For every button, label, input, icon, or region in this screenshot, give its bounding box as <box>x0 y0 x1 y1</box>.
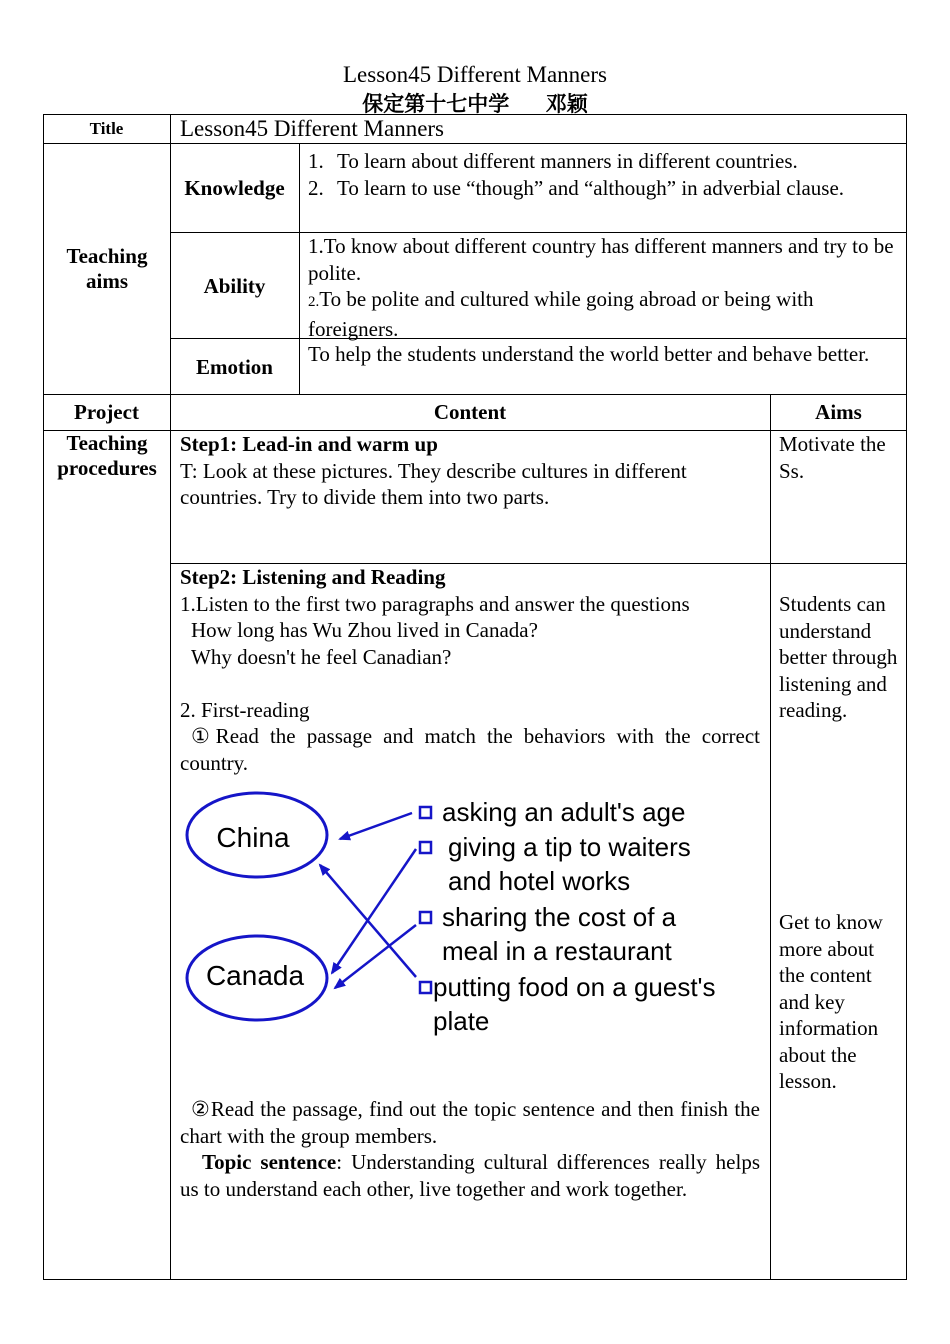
first-reading-heading: 2. First-reading <box>180 697 310 722</box>
content-header: Content <box>433 400 507 424</box>
knowledge-label: Knowledge <box>184 176 285 200</box>
document-subtitle: 保定第十七中学 邓颖 <box>362 92 588 116</box>
ability-label: Ability <box>203 274 266 298</box>
ability-item-2 <box>308 286 900 342</box>
ability-item-1: 1.To know about different country has different manners and try to be polite. <box>308 234 894 285</box>
knowledge-item-1-text: To learn about different manners in different countries. <box>337 149 798 173</box>
matching-arrows <box>320 813 416 988</box>
knowledge-item-2-text: To learn to use “though” and “although” in adverbial clause. <box>337 176 845 200</box>
aims-header: Aims <box>815 400 862 424</box>
knowledge-item-2-num: 2. <box>308 176 324 200</box>
step2-content-top <box>180 564 760 776</box>
step1-heading: Step1: Lead-in and warm up <box>180 432 438 456</box>
emotion-text: To help the students understand the world better and behave better. <box>308 342 870 366</box>
topic-sentence-label: Topic sentence <box>202 1150 337 1174</box>
knowledge-item-1-num: 1. <box>308 149 324 173</box>
question-2: Why doesn't he feel Canadian? <box>191 644 452 669</box>
arrow-age-to-china <box>340 813 412 839</box>
step2-content-bottom <box>180 1096 760 1202</box>
read-instruction-1: ①Read the passage and match the behaviors with the correct country. <box>180 724 760 775</box>
ability-item-2-num: 2. <box>308 294 320 310</box>
teaching-procedures-label: Teaching procedures <box>57 431 157 480</box>
title-value: Lesson45 Different Manners <box>180 116 445 141</box>
topic-sentence <box>180 1149 760 1202</box>
arrow-cost-to-canada <box>335 925 416 988</box>
behavior-1-label: asking an adult's age <box>442 797 686 827</box>
matching-diagram <box>180 785 760 1050</box>
listen-instruction: 1.Listen to the first two paragraphs and answer the questions <box>180 591 690 616</box>
step1-content <box>180 431 760 511</box>
behavior-4-label-cont: plate <box>433 1006 490 1036</box>
knowledge-item-2 <box>308 175 878 202</box>
knowledge-item-1 <box>308 148 900 175</box>
step2-heading: Step2: Listening and Reading <box>180 565 446 589</box>
step2-aim-1: Students can understand better through listening and reading. <box>779 592 898 722</box>
ability-text <box>308 233 900 342</box>
behavior-labels <box>433 797 716 1036</box>
step2-aim-2: Get to know more about the content and key information about the lesson. <box>779 910 883 1093</box>
arrow-food-to-china <box>320 865 416 977</box>
step1-text: T: Look at these pictures. They describe cultures in different countries. Try to divide them into two parts. <box>180 458 687 509</box>
project-header: Project <box>74 400 139 424</box>
read-instruction-2: ②Read the passage, find out the topic sentence and then finish the chart with the group members. <box>180 1097 760 1148</box>
behavior-4-label: putting food on a guest's <box>433 972 716 1002</box>
behavior-2-label-cont: and hotel works <box>448 866 631 896</box>
emotion-label: Emotion <box>195 355 273 379</box>
topic-sentence-text: : Understanding cultural differences really helps us to understand each other, live together and work together. <box>180 1150 760 1201</box>
behavior-3-label-cont: meal in a restaurant <box>442 936 672 966</box>
title-label: Title <box>89 119 124 138</box>
behavior-3-label: sharing the cost of a <box>442 902 677 932</box>
ability-item-2-text: To be polite and cultured while going abroad or being with foreigners. <box>308 287 814 341</box>
behavior-bullets <box>420 807 431 993</box>
question-1: How long has Wu Zhou lived in Canada? <box>191 618 538 642</box>
china-label: China <box>216 822 290 853</box>
teaching-aims-label: Teaching aims <box>66 244 148 293</box>
document-title: Lesson45 Different Manners <box>342 62 607 87</box>
step1-aim: Motivate the Ss. <box>779 432 886 483</box>
canada-label: Canada <box>205 960 305 991</box>
arrow-tip-to-canada <box>332 849 416 973</box>
behavior-2-label: giving a tip to waiters <box>448 832 691 862</box>
